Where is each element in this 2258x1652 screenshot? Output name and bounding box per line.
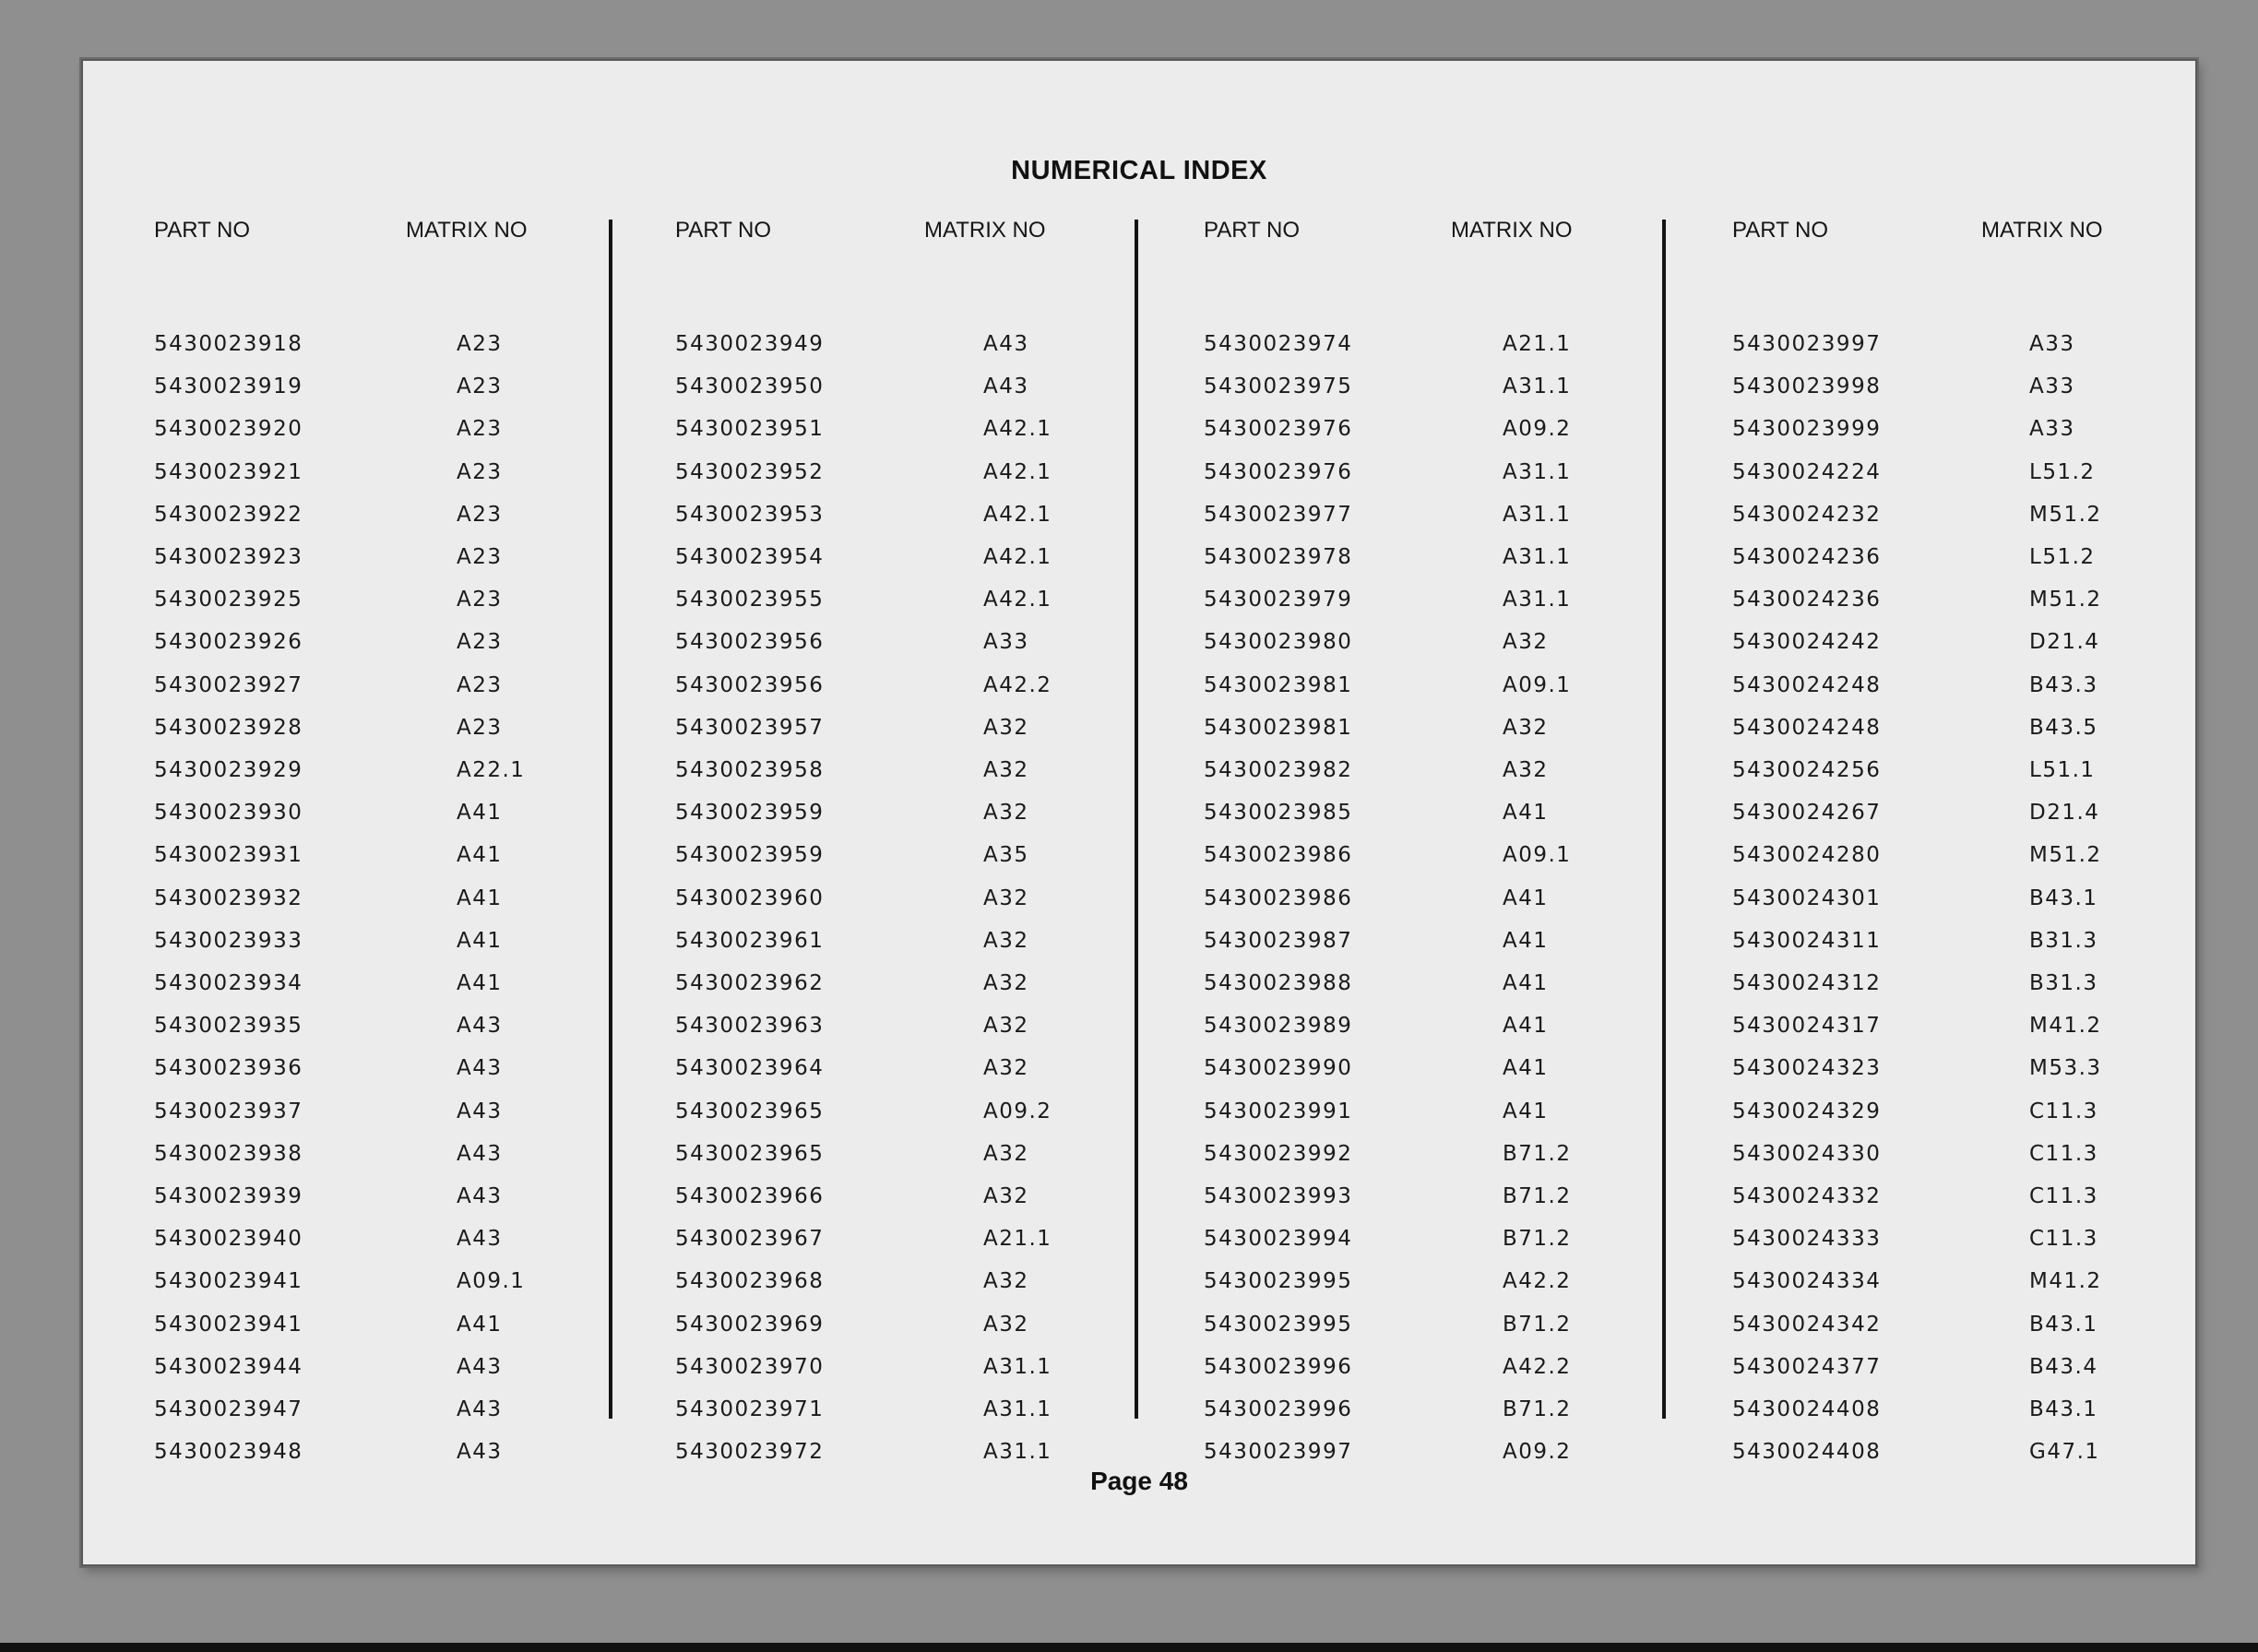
matrix-number-cell: A32 (983, 885, 1029, 910)
matrix-number-cell: M51.2 (2029, 588, 2102, 612)
part-number-cell: 5430024334 (1732, 1269, 1882, 1294)
matrix-number-cell: A23 (457, 502, 503, 527)
part-number-cell: 5430023968 (675, 1269, 825, 1294)
matrix-number-cell: B71.2 (1503, 1184, 1572, 1208)
matrix-number-cell: A09.1 (1503, 672, 1572, 697)
part-no-header: PART NO (1204, 218, 1301, 243)
part-number-cell: 5430023974 (1204, 332, 1353, 356)
matrix-number-cell: A32 (983, 1056, 1029, 1081)
matrix-number-cell: A31.1 (1503, 374, 1572, 399)
matrix-number-cell: A31.1 (983, 1354, 1052, 1379)
matrix-number-cell: M53.3 (2029, 1056, 2102, 1081)
matrix-number-cell: A41 (1503, 885, 1549, 910)
part-number-cell: 5430023925 (154, 588, 303, 612)
part-number-cell: 5430023996 (1204, 1397, 1353, 1421)
part-number-cell: 5430023981 (1204, 715, 1353, 740)
matrix-number-cell: A41 (1503, 928, 1549, 953)
part-number-cell: 5430023972 (675, 1440, 825, 1465)
matrix-number-cell: A42.2 (983, 672, 1052, 697)
part-number-cell: 5430023951 (675, 417, 825, 442)
part-number-cell: 5430023918 (154, 332, 303, 356)
matrix-number-cell: A09.2 (983, 1099, 1052, 1123)
part-number-cell: 5430023936 (154, 1056, 303, 1081)
matrix-number-cell: B71.2 (1503, 1312, 1572, 1337)
part-number-cell: 5430023932 (154, 885, 303, 910)
matrix-number-cell: A32 (983, 715, 1029, 740)
matrix-number-cell: A42.1 (983, 588, 1052, 612)
part-number-cell: 5430023954 (675, 545, 825, 569)
matrix-number-cell: A31.1 (983, 1440, 1052, 1465)
matrix-number-cell: A33 (983, 630, 1029, 655)
part-number-cell: 5430023986 (1204, 843, 1353, 868)
matrix-number-cell: A32 (983, 1312, 1029, 1337)
matrix-number-cell: A43 (983, 332, 1029, 356)
matrix-number-cell: C11.3 (2029, 1099, 2098, 1123)
matrix-number-cell: B43.3 (2029, 672, 2098, 697)
matrix-number-cell: C11.3 (2029, 1227, 2098, 1252)
matrix-no-header: MATRIX NO (406, 218, 528, 243)
part-number-cell: 5430023975 (1204, 374, 1353, 399)
part-number-cell: 5430023986 (1204, 885, 1353, 910)
part-number-cell: 5430023994 (1204, 1227, 1353, 1252)
matrix-number-cell: B71.2 (1503, 1397, 1572, 1421)
column-divider (609, 220, 612, 1419)
part-number-cell: 5430023950 (675, 374, 825, 399)
part-number-cell: 5430023939 (154, 1184, 303, 1208)
matrix-number-cell: A41 (457, 801, 503, 826)
part-number-cell: 5430024317 (1732, 1014, 1882, 1039)
part-number-cell: 5430023971 (675, 1397, 825, 1421)
part-number-cell: 5430023964 (675, 1056, 825, 1081)
matrix-number-cell: B71.2 (1503, 1227, 1572, 1252)
matrix-number-cell: M51.2 (2029, 843, 2102, 868)
part-number-cell: 5430023935 (154, 1014, 303, 1039)
part-number-cell: 5430023989 (1204, 1014, 1353, 1039)
matrix-number-cell: A32 (983, 928, 1029, 953)
matrix-number-cell: A32 (1503, 758, 1549, 782)
part-number-cell: 5430023993 (1204, 1184, 1353, 1208)
scan-edge (0, 1643, 2258, 1652)
part-number-cell: 5430023952 (675, 459, 825, 484)
matrix-number-cell: A41 (457, 885, 503, 910)
matrix-no-header: MATRIX NO (924, 218, 1046, 243)
matrix-number-cell: A32 (983, 801, 1029, 826)
part-number-cell: 5430023928 (154, 715, 303, 740)
part-number-cell: 5430023982 (1204, 758, 1353, 782)
part-number-cell: 5430023995 (1204, 1312, 1353, 1337)
matrix-number-cell: A41 (1503, 1056, 1549, 1081)
page-number: Page 48 (1090, 1467, 1188, 1495)
matrix-number-cell: B43.1 (2029, 1312, 2098, 1337)
part-number-cell: 5430023944 (154, 1354, 303, 1379)
matrix-number-cell: A41 (1503, 971, 1549, 995)
matrix-number-cell: A42.1 (983, 459, 1052, 484)
matrix-number-cell: A43 (457, 1014, 503, 1039)
part-number-cell: 5430024236 (1732, 545, 1882, 569)
part-number-cell: 5430024301 (1732, 885, 1882, 910)
part-number-cell: 5430024329 (1732, 1099, 1882, 1123)
matrix-number-cell: A32 (983, 1014, 1029, 1039)
part-number-cell: 5430023995 (1204, 1269, 1353, 1294)
part-number-cell: 5430023979 (1204, 588, 1353, 612)
part-number-cell: 5430023970 (675, 1354, 825, 1379)
part-number-cell: 5430023976 (1204, 417, 1353, 442)
part-number-cell: 5430023960 (675, 885, 825, 910)
matrix-number-cell: A43 (457, 1099, 503, 1123)
matrix-number-cell: G47.1 (2029, 1440, 2100, 1465)
matrix-number-cell: A09.1 (1503, 843, 1572, 868)
matrix-number-cell: A41 (457, 1312, 503, 1337)
matrix-number-cell: B43.1 (2029, 885, 2098, 910)
matrix-number-cell: A31.1 (1503, 459, 1572, 484)
part-number-cell: 5430023988 (1204, 971, 1353, 995)
matrix-number-cell: A31.1 (1503, 588, 1572, 612)
matrix-number-cell: A09.2 (1503, 1440, 1572, 1465)
part-number-cell: 5430024236 (1732, 588, 1882, 612)
part-number-cell: 5430024280 (1732, 843, 1882, 868)
part-number-cell: 5430023996 (1204, 1354, 1353, 1379)
part-number-cell: 5430023992 (1204, 1141, 1353, 1166)
matrix-number-cell: A21.1 (1503, 332, 1572, 356)
matrix-number-cell: A22.1 (457, 758, 526, 782)
part-number-cell: 5430023929 (154, 758, 303, 782)
matrix-number-cell: C11.3 (2029, 1184, 2098, 1208)
matrix-number-cell: L51.2 (2029, 459, 2096, 484)
part-number-cell: 5430023976 (1204, 459, 1353, 484)
part-number-cell: 5430023967 (675, 1227, 825, 1252)
part-number-cell: 5430023961 (675, 928, 825, 953)
part-number-cell: 5430024333 (1732, 1227, 1882, 1252)
matrix-number-cell: A42.1 (983, 545, 1052, 569)
part-number-cell: 5430024232 (1732, 502, 1882, 527)
matrix-number-cell: A43 (457, 1440, 503, 1465)
part-number-cell: 5430023991 (1204, 1099, 1353, 1123)
part-number-cell: 5430024408 (1732, 1440, 1882, 1465)
matrix-number-cell: A23 (457, 374, 503, 399)
part-number-cell: 5430024330 (1732, 1141, 1882, 1166)
part-number-cell: 5430023938 (154, 1141, 303, 1166)
matrix-number-cell: A42.1 (983, 502, 1052, 527)
matrix-number-cell: A41 (457, 843, 503, 868)
part-number-cell: 5430023963 (675, 1014, 825, 1039)
matrix-number-cell: A41 (1503, 1014, 1549, 1039)
part-number-cell: 5430023977 (1204, 502, 1353, 527)
part-number-cell: 5430023953 (675, 502, 825, 527)
matrix-number-cell: A32 (983, 758, 1029, 782)
part-number-cell: 5430023959 (675, 801, 825, 826)
part-number-cell: 5430023990 (1204, 1056, 1353, 1081)
matrix-no-header: MATRIX NO (1981, 218, 2103, 243)
matrix-number-cell: A09.1 (457, 1269, 526, 1294)
matrix-number-cell: A42.2 (1503, 1269, 1572, 1294)
matrix-number-cell: B31.3 (2029, 971, 2098, 995)
matrix-number-cell: C11.3 (2029, 1141, 2098, 1166)
matrix-number-cell: M41.2 (2029, 1269, 2102, 1294)
part-number-cell: 5430023919 (154, 374, 303, 399)
part-number-cell: 5430023921 (154, 459, 303, 484)
part-number-cell: 5430024242 (1732, 630, 1882, 655)
matrix-number-cell: A43 (457, 1056, 503, 1081)
matrix-number-cell: A23 (457, 417, 503, 442)
part-number-cell: 5430023966 (675, 1184, 825, 1208)
part-number-cell: 5430024224 (1732, 459, 1882, 484)
part-number-cell: 5430023923 (154, 545, 303, 569)
part-number-cell: 5430023941 (154, 1312, 303, 1337)
matrix-number-cell: B43.5 (2029, 715, 2098, 740)
matrix-number-cell: A43 (457, 1227, 503, 1252)
matrix-number-cell: D21.4 (2029, 801, 2100, 826)
part-number-cell: 5430023934 (154, 971, 303, 995)
part-number-cell: 5430023947 (154, 1397, 303, 1421)
matrix-number-cell: A42.1 (983, 417, 1052, 442)
matrix-number-cell: A41 (457, 928, 503, 953)
part-number-cell: 5430023980 (1204, 630, 1353, 655)
matrix-number-cell: A41 (1503, 1099, 1549, 1123)
part-number-cell: 5430023956 (675, 630, 825, 655)
matrix-number-cell: A43 (983, 374, 1029, 399)
column-divider (1135, 220, 1138, 1419)
matrix-number-cell: A33 (2029, 374, 2075, 399)
part-number-cell: 5430024248 (1732, 715, 1882, 740)
matrix-number-cell: A23 (457, 332, 503, 356)
matrix-number-cell: A35 (983, 843, 1029, 868)
part-number-cell: 5430023920 (154, 417, 303, 442)
index-page (81, 59, 2197, 1566)
matrix-number-cell: A23 (457, 459, 503, 484)
matrix-number-cell: L51.1 (2029, 758, 2096, 782)
matrix-number-cell: A43 (457, 1397, 503, 1421)
part-number-cell: 5430023933 (154, 928, 303, 953)
matrix-number-cell: A31.1 (1503, 502, 1572, 527)
matrix-number-cell: B71.2 (1503, 1141, 1572, 1166)
part-number-cell: 5430023985 (1204, 801, 1353, 826)
matrix-number-cell: A32 (983, 1269, 1029, 1294)
part-number-cell: 5430023958 (675, 758, 825, 782)
matrix-number-cell: A32 (983, 971, 1029, 995)
matrix-number-cell: A41 (1503, 801, 1549, 826)
part-no-header: PART NO (1732, 218, 1829, 243)
part-number-cell: 5430024377 (1732, 1354, 1882, 1379)
part-number-cell: 5430023949 (675, 332, 825, 356)
matrix-number-cell: A43 (457, 1354, 503, 1379)
part-number-cell: 5430024408 (1732, 1397, 1882, 1421)
part-number-cell: 5430023927 (154, 672, 303, 697)
matrix-no-header: MATRIX NO (1451, 218, 1573, 243)
part-number-cell: 5430024311 (1732, 928, 1882, 953)
matrix-number-cell: M51.2 (2029, 502, 2102, 527)
part-number-cell: 5430023922 (154, 502, 303, 527)
matrix-number-cell: D21.4 (2029, 630, 2100, 655)
part-no-header: PART NO (675, 218, 772, 243)
part-number-cell: 5430023940 (154, 1227, 303, 1252)
part-number-cell: 5430023962 (675, 971, 825, 995)
matrix-number-cell: A09.2 (1503, 417, 1572, 442)
part-no-header: PART NO (154, 218, 251, 243)
column-divider (1662, 220, 1666, 1419)
matrix-number-cell: A42.2 (1503, 1354, 1572, 1379)
matrix-number-cell: B43.4 (2029, 1354, 2098, 1379)
matrix-number-cell: A23 (457, 545, 503, 569)
matrix-number-cell: A32 (1503, 630, 1549, 655)
matrix-number-cell: A32 (1503, 715, 1549, 740)
part-number-cell: 5430023937 (154, 1099, 303, 1123)
part-number-cell: 5430024267 (1732, 801, 1882, 826)
matrix-number-cell: A23 (457, 715, 503, 740)
part-number-cell: 5430023999 (1732, 417, 1882, 442)
matrix-number-cell: A31.1 (1503, 545, 1572, 569)
part-number-cell: 5430024256 (1732, 758, 1882, 782)
matrix-number-cell: A23 (457, 630, 503, 655)
part-number-cell: 5430023978 (1204, 545, 1353, 569)
part-number-cell: 5430023948 (154, 1440, 303, 1465)
part-number-cell: 5430024323 (1732, 1056, 1882, 1081)
part-number-cell: 5430024332 (1732, 1184, 1882, 1208)
part-number-cell: 5430023941 (154, 1269, 303, 1294)
matrix-number-cell: A21.1 (983, 1227, 1052, 1252)
part-number-cell: 5430023981 (1204, 672, 1353, 697)
part-number-cell: 5430023997 (1732, 332, 1882, 356)
part-number-cell: 5430023930 (154, 801, 303, 826)
part-number-cell: 5430024248 (1732, 672, 1882, 697)
matrix-number-cell: A43 (457, 1141, 503, 1166)
matrix-number-cell: B31.3 (2029, 928, 2098, 953)
matrix-number-cell: B43.1 (2029, 1397, 2098, 1421)
matrix-number-cell: A32 (983, 1184, 1029, 1208)
part-number-cell: 5430023955 (675, 588, 825, 612)
part-number-cell: 5430023957 (675, 715, 825, 740)
matrix-number-cell: A31.1 (983, 1397, 1052, 1421)
matrix-number-cell: M41.2 (2029, 1014, 2102, 1039)
part-number-cell: 5430024312 (1732, 971, 1882, 995)
part-number-cell: 5430023987 (1204, 928, 1353, 953)
part-number-cell: 5430023998 (1732, 374, 1882, 399)
part-number-cell: 5430023931 (154, 843, 303, 868)
part-number-cell: 5430023969 (675, 1312, 825, 1337)
part-number-cell: 5430023959 (675, 843, 825, 868)
part-number-cell: 5430023926 (154, 630, 303, 655)
part-number-cell: 5430024342 (1732, 1312, 1882, 1337)
matrix-number-cell: A32 (983, 1141, 1029, 1166)
part-number-cell: 5430023965 (675, 1141, 825, 1166)
matrix-number-cell: A23 (457, 672, 503, 697)
matrix-number-cell: A43 (457, 1184, 503, 1208)
part-number-cell: 5430023965 (675, 1099, 825, 1123)
part-number-cell: 5430023997 (1204, 1440, 1353, 1465)
matrix-number-cell: A33 (2029, 332, 2075, 356)
matrix-number-cell: A33 (2029, 417, 2075, 442)
matrix-number-cell: L51.2 (2029, 545, 2096, 569)
page-title: NUMERICAL INDEX (1011, 156, 1267, 185)
part-number-cell: 5430023956 (675, 672, 825, 697)
matrix-number-cell: A23 (457, 588, 503, 612)
matrix-number-cell: A41 (457, 971, 503, 995)
